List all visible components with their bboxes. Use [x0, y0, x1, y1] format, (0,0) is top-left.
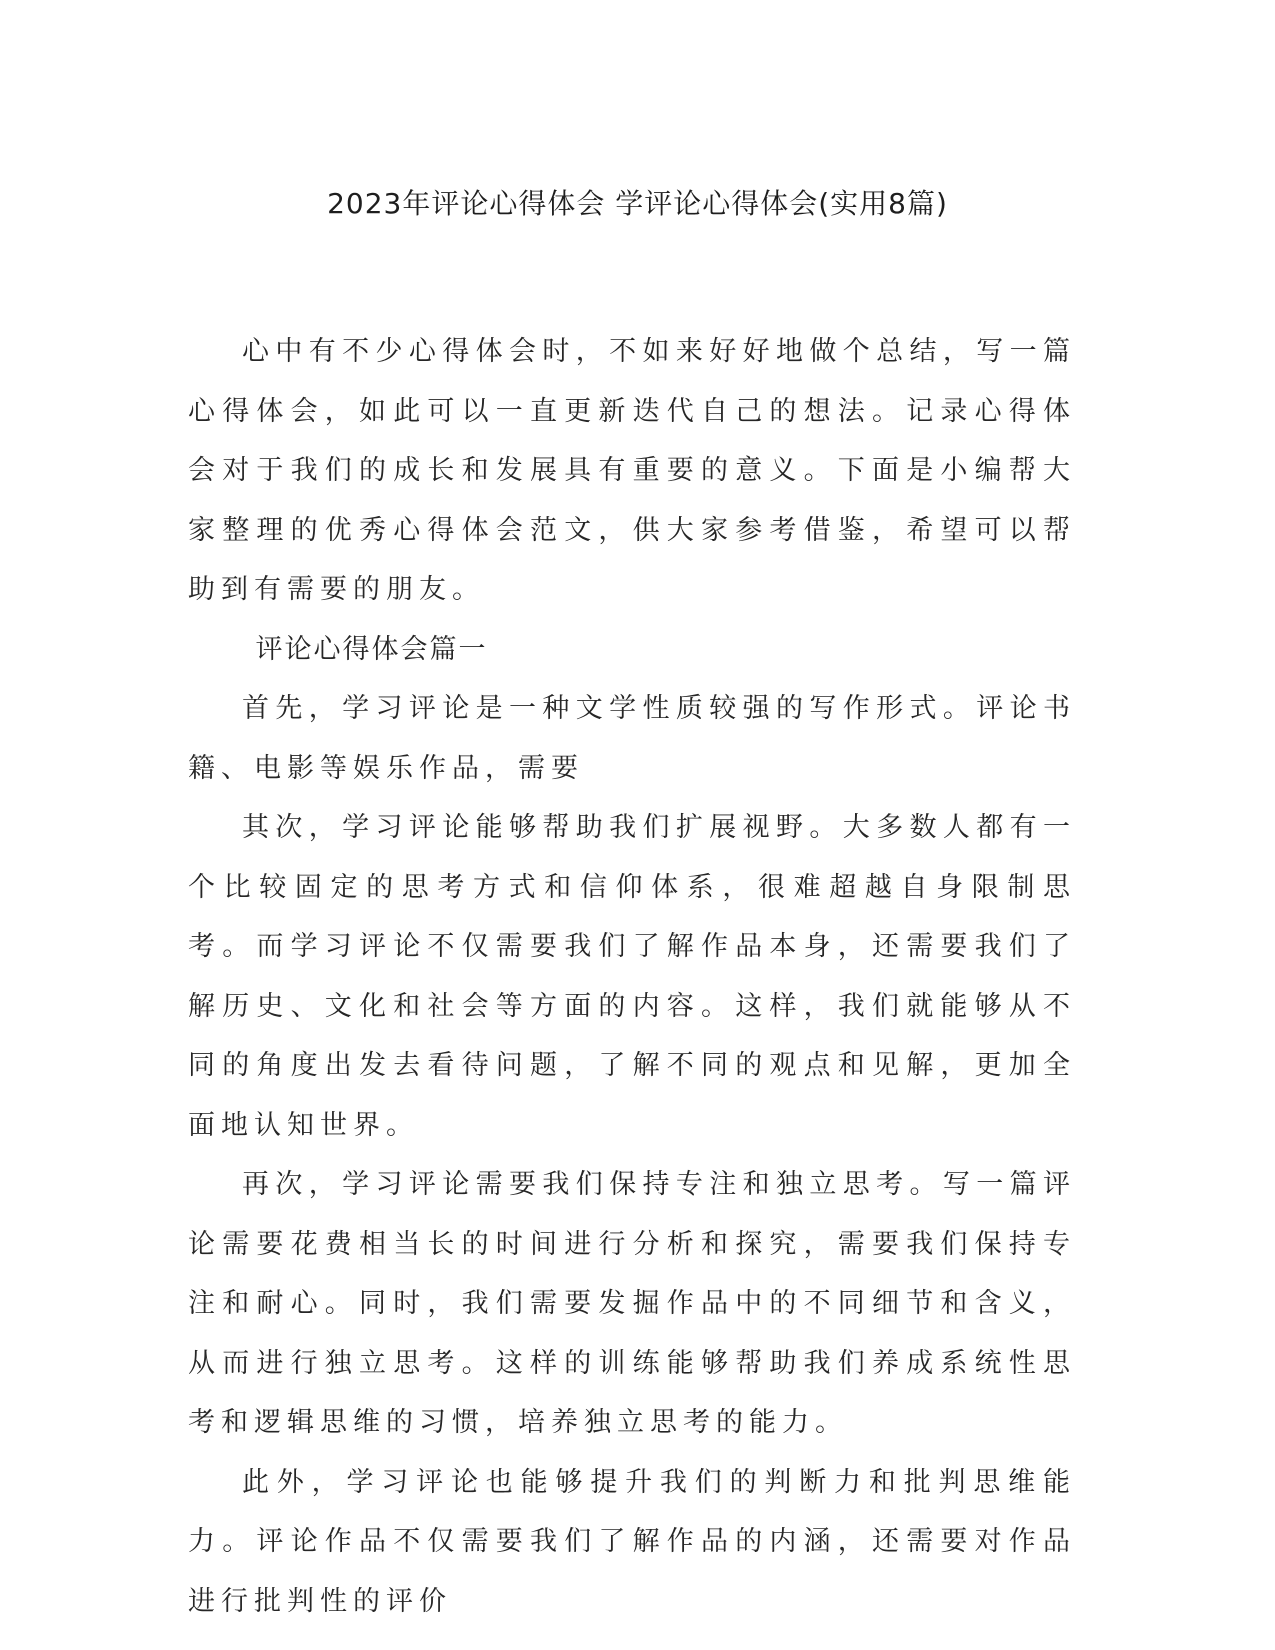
intro-paragraph: 心中有不少心得体会时，不如来好好地做个总结，写一篇心得体会，如此可以一直更新迭代自己的想法。记录心得体会对于我们的成长和发展具有重要的意义。下面是小编帮大家整理的优秀心得体会范文，供大家参考借鉴，希望可以帮助到有需要的朋友。 [188, 336, 1076, 605]
document-title: 2023年评论心得体会 学评论心得体会(实用8篇) [327, 187, 948, 220]
body-paragraph-1: 首先，学习评论是一种文学性质较强的写作形式。评论书籍、电影等娱乐作品，需要 [188, 693, 1076, 784]
body-paragraph-2: 其次，学习评论能够帮助我们扩展视野。大多数人都有一个比较固定的思考方式和信仰体系，很难超越自身限制思考。而学习评论不仅需要我们了解作品本身，还需要我们了解历史、文化和社会等方面的内容。这样，我们就能够从不同的角度出发去看待问题，了解不同的观点和见解，更加全面地认知世界。 [188, 812, 1076, 1141]
body-paragraph-3: 再次，学习评论需要我们保持专注和独立思考。写一篇评论需要花费相当长的时间进行分析和探究，需要我们保持专注和耐心。同时，我们需要发掘作品中的不同细节和含义，从而进行独立思考。这样的训练能够帮助我们养成系统性思考和逻辑思维的习惯，培养独立思考的能力。 [188, 1169, 1076, 1438]
document-body [188, 322, 1076, 1631]
section-heading: 评论心得体会篇一 [255, 633, 488, 665]
body-paragraph-4: 此外，学习评论也能够提升我们的判断力和批判思维能力。评论作品不仅需要我们了解作品的内涵，还需要对作品进行批判性的评价 [188, 1466, 1076, 1617]
